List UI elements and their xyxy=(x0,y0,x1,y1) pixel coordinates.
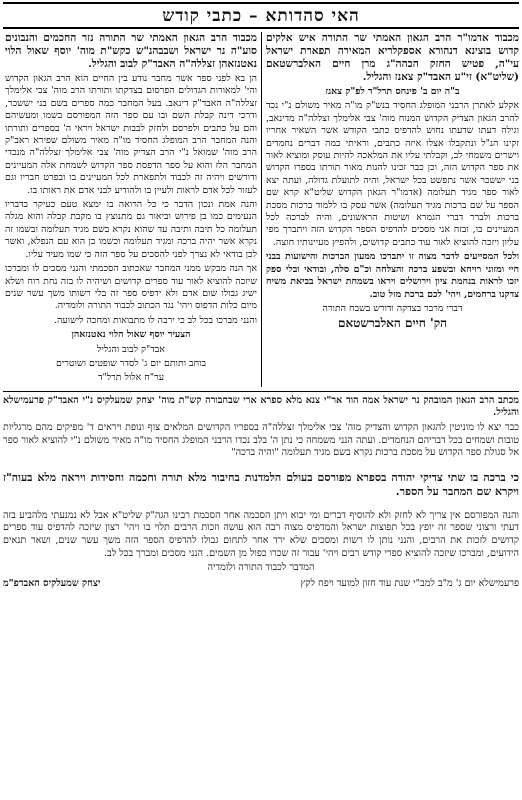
left-body-1: הן בא לפני ספר אשר מחבר נודע בין החיים הוא הרב הגאון הקדוש והי' למאורות הגדולים הפרסום בצדקתו ותורתו הרב מוה' צבי אלימלך זצללה"ה האבד"ק דינאב. בעל המחבר כמה ספרים בשם בני יששכר, ודרכי דינה קבלת השם ובו עם ספר הזה המפורסם בשמו ומעשיהם והם על כתבים ולפרסם ולחזק לבבות ישראל ויראי ה' בספרים ותורתו והנה המחבר הרב המופלג החסיד מו"ה מאיר משולם שפירא ראב"ק הרב מוה' שמואל נ"י הרב הצדיק מוה' צבי אלימלך זצללה"ה מנכדי המחבר הלז והוא על ספר הדפסת ספר הקדוש לשמחת אלה המעיינים ודורשים ויהיה זה לכבוד ולתפארת לכל המעיינים בו ובפרט חבריו וגם לעזור לכל אדם לראות ולעיין בו ולהודיע לבני אדם את ראותו בו. xyxy=(5,73,257,196)
right-column xyxy=(262,32,519,387)
right-date: ב"ה יום ב' פינחס תרל"ד לפ"ק צאנז xyxy=(325,86,460,97)
page-banner xyxy=(3,2,519,29)
left-column xyxy=(5,32,262,387)
left-signature: הצעיר יוסף שאול הלוי נאטנזאהן xyxy=(71,329,191,341)
right-body: אקלע לאתרן הרבני המופלג החסיד בנש"ק מו"ה מאיר משולם נ"י נכד להרב הגאון הצדיק הקדוש המנוח מוה' צבי אלימלך זצללה"ה מדינאב, וגילה דעתו שדעתו נחוש להדפיס כתבי הקודש אשר השאיר אחריו זקינו הנ"ל ונתקבלו אצלו איזה כתבים, וראיתי כמה דברים נחמדים וישרים משמחי לב, וקבלתי עליו את המלאכה להיות עוסק ומוציא לאור את ספר הקדוש הזה, וכן כבר זכינו להנות מאור תורתו בספרו הקדוש בני יששכר אשר נתפשט בכל ישראל, והיה לתועלת גדולה, ועתה יצא לאור ספר מגיד תעלומה (אדמו"ר הגאון הקדוש שליט"א קרא שם הספר על שם ברכות מגיד תעלומה) אשר עסק בו ללמוד ברכות מסכת ברכות ולברר דברי הגמרא ושיטות הראשונים, והיה לברכה לכל המעיינים בו, ובזה אני מסכים להדפיס הספר הקדוש הזה ויתברך מפי עליון ויזכה להוציא לאור עוד כתבים קדושים, ולהפיץ מעיינותיו חוצה. xyxy=(266,100,519,248)
two-column-section xyxy=(3,32,519,387)
left-heading: מכבוד הרב הגאון האמתי שר התורה נזר החכמים והנבונים סוע"ה נר ישראל ושבבהנ"ש כקש"ת מוה' יוסף שאול הלוי נאטנזאהן זצללה"ה האבד"ק לבוב והגליל. xyxy=(5,32,257,70)
banner-title: האי סהדותא – כתבי קודש xyxy=(162,5,360,26)
right-closing: דברי מרבר בצדקה ודורש בשבח התורה xyxy=(322,302,463,314)
left-body-2: והנה אמת ונכון הדבר כי כל הרואה בו ימצא טעם כעיקר בדבריו הנעימים כמו בן פירוש וביאור גם מתנוצץ בו מקבת קבלה והוא מגלה תעלומה כל תיבה ותיבה עד שהוא נקרא בשם מגיד תעלומה ובשמו זה נקרא אשר יהיה ברכה ומגיד תעלומה וכשמו כן הוא עם הנפלא, ואשר לכן בודאי לא נצרך לפני להסכים על ספר הזה כי שמו מעיד עליו. xyxy=(5,199,257,260)
bottom-bold-passage: כי ברכה בו שתי צדיקי יהודה בספרא מפורסם בעולם הלמדנות בחיבור מלא תורה וחכמה וחסידות ויראה מלא בעוה"ז ויקרא שם המחבר על הספר. xyxy=(3,470,519,498)
bottom-closing: המדבר לכבוד התורה ולומדיה xyxy=(207,562,315,574)
right-blessing: ולכל המסייעים לדבר מצוה זו יתברכו ממעון הברכות והישועות בבני חיי ומזוני רויחא ובשפע ברכה והצלחה וכ"ם סלה, ובודאי ובלי ספק יזכו לראות בנחמת ציון וירושלים ויראו בשמחת ישראל בביאת משיח צדקנו ברחמים, ויהי' לכם ברכת מזל טוב. xyxy=(266,251,519,300)
left-signature-title: אבד"ק לבוב והגליל xyxy=(97,343,165,355)
bottom-signature: יצחק שמעלקיס האבדפ"מ xyxy=(3,577,101,589)
left-date-2: ער"ח אלול תרל"ד xyxy=(97,372,165,384)
bottom-body-2: והנה המפורסם אין צריך לא לחזק ולא להוסיף דברים ומי יבוא ויתן הסכמה אחר הסכמת רבינו הגה"ק שליט"א אבל לא נמנעתי מלהביע בזה דעתי ורצוני שספר זה יופץ בכל תפוצות ישראל והמדפיס מצוה רבה הוא עושה וזכות הרבים תלוי בו ויהי' רצון שיזכה להדפיס עוד ספרים קדושים לזכות את הרבים, והנני נותן לו רשות ומסכים שלא ירד אחר לתחום גבולו להדפיס הספר הזה משך עשר שנים, ושאר תנאים הידועים, ומברכו שיזכה להוציא ספרי קודש רבים ויהי' עבור זה שכרו כפול מן השמים. הנני מסכים ומברך בכל לב. xyxy=(3,509,519,559)
left-body-3: אך הנה מבקש ממני המחבר שאכתוב הסכמתי והנני מסכים לו ומברכו שיזכה להוציא לאור עוד ספרים קדושים ושיהיה לו בזה נחת רוח ושלא ישיג גבולו שום אדם ולא ידפיס ספר זה בלי רשותו משך עשר שנים מיום כלות הדפוס ויהי' נגד הכתוב לכבוד התורה ולומדיה. xyxy=(5,263,257,312)
bottom-body-1: כבר יצא לו מוניטין להגאון הקדוש והצדיק מוה' צבי אלימלך זצללה"ה בספריו הקדושים המלאים צוף ונופת ויראים ד' מפיקים מהם מרגליות טובות ושמחים בכל דבריהם הנחמדים. ועתה הנני משמחה כי נתן ה' בלב נכדו הרבני המופלג החסיד מו"ה מאיר משולם נ"י להוציא לאור ספר אל סגולת ספר הקדוש על מסכת ברכות נקרא בשם מגיד תעלומה "והיה ברכה" xyxy=(3,421,519,459)
bottom-signature-row xyxy=(3,577,519,590)
left-body-4: והנני מברכו בכל לב כי ירבה לו מתבואות ומחכה לישועה. xyxy=(54,314,257,326)
left-date: בוחב ותותם יום ג' לסדר שופטים ושוטרים xyxy=(55,357,207,369)
bottom-section xyxy=(3,395,519,590)
right-heading: מכבוד אדמו"ר הרב הגאון האמתי שר התורה איש אלקים קדוש בוצינא דנהורא אספקלריא המאירה תפארת ישראל עי"ה, פטיש החזק הכהה"ג מרן חיים האלברשטאם (שליט"א) זי"ע האבד"ק צאנז והגליל. xyxy=(266,32,519,83)
right-signature: הק' חיים האלברשטאם xyxy=(337,316,448,331)
bottom-place-date: פרעמישלא יום ג' מ"ב למב"י שנת עוד חזון למועד ויפח לקץ xyxy=(300,577,519,589)
bottom-heading: מכתב הרב הגאון המובהק נר ישראל אמה הוד אר"י צנא מלא ספרא ארי שבחבורה קש"ת מוה' יצחק שמעלקיס נ"י האבד"ק פרעמישלא והגליל. xyxy=(3,394,519,419)
section-divider xyxy=(3,391,519,392)
